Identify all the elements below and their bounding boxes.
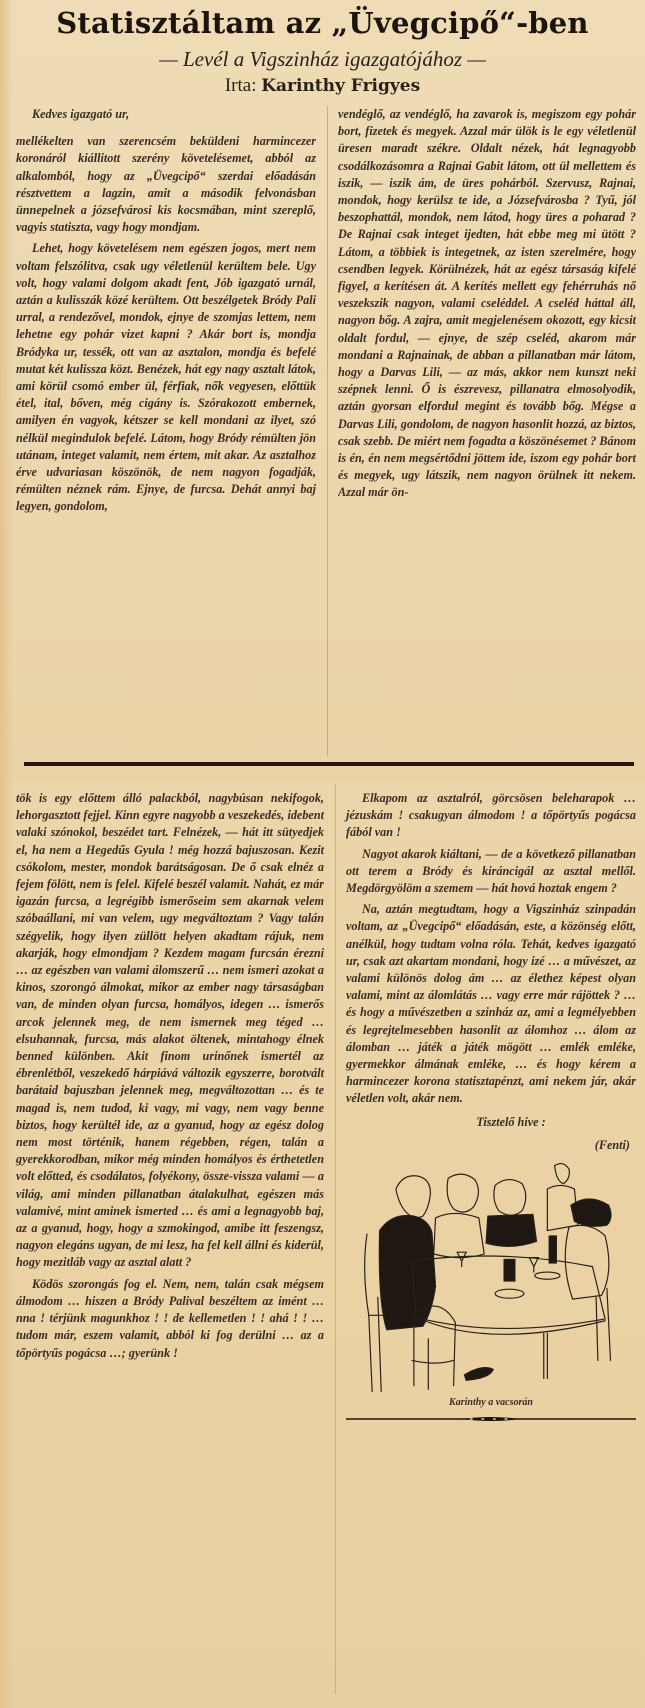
figure-second-body bbox=[434, 1213, 485, 1257]
page-edge-shadow bbox=[0, 0, 14, 1708]
table-leg bbox=[544, 1333, 548, 1378]
column-bottom-right bbox=[346, 790, 636, 1423]
author-name: Karinthy Frigyes bbox=[261, 76, 421, 96]
restaurant-table-sketch-icon bbox=[346, 1162, 636, 1392]
bottle bbox=[504, 1259, 515, 1281]
figure-third-coat bbox=[486, 1214, 537, 1246]
paragraph: Nagyot akarok kiáltani, — de a következő pillanatban ott terem a Bródy és kiráncigál az asztal mellől. Megdörgyölöm a szemem — hát hová hoztak engem ? bbox=[346, 846, 636, 896]
column-divider bbox=[335, 784, 336, 1694]
article-title: Statisztáltam az „Üvegcipő“-ben bbox=[56, 6, 589, 40]
figure-left-coat bbox=[379, 1216, 435, 1330]
signature: (Fenti) bbox=[594, 1137, 630, 1152]
paragraph: mellékelten van szerencsém beküldeni harmincezer koronáról kiállitott szerény követelésemet, abból az alkalomból, hogy az „Üvegcipő“ szerdai előadásán résztvettem a lagzin, amit a második felvonásban ünnepelnek a józsefvárosi kis kocsmában, mint szereplő, vagyis statiszta, vagy hogy mondjam. bbox=[16, 134, 316, 235]
article-subtitle: — Levél a Vigszinház igazgatójához — bbox=[159, 47, 486, 71]
shoe bbox=[464, 1368, 493, 1381]
letter-closing bbox=[346, 1114, 636, 1154]
plate bbox=[495, 1289, 524, 1298]
figure-right-hair bbox=[571, 1199, 611, 1226]
bottle bbox=[549, 1236, 556, 1263]
column-bottom-left bbox=[16, 790, 324, 1366]
chair-right bbox=[596, 1288, 610, 1360]
figure-second-head bbox=[447, 1174, 478, 1212]
column-top-left bbox=[16, 106, 316, 756]
article-byline bbox=[0, 74, 645, 98]
paragraph: vendéglő, az vendéglő, ha zavarok is, megiszom egy pohár bort, fizetek és megyek. Azzal már ülök is le egy véletlenül üresen maradt székre. Oldalt nézek, hát legnagyobb csodálkozásomra a Rajnai Gabit látom, ott ül mellettem és iszik, — iszik ám, de üres pohárból. Szervusz, Rajnai, mondok, hogy kerülsz te ide, a Józsefvárosba ? Tyű, jól beszophattál, mondok, nem látod, hogy üres a poharad ? De Rajnai csak integet ijedten, hát ebbe meg mi ütött ? Látom, a többiek is integetnek, az isten szerelmére, hogy csendben legyek. Körülnézek, hát az egész társaság kifelé figyel, a kerítésen át. A kerítés mellett egy fehérruhás nő veszekszik nagyon, valami cseléddel. A cseléd háttal áll, nagyon bőg. A zajra, amit megjelenésem okozott, egy kicsit oldalt fordul, — ejnye, de szép cseléd, akarom már mondani a Rajnainak, de abban a pillanatban már látom, hogy a Darvas Lili, — az más, akkor nem kunszt neki szépnek lenni. Ő is észrevesz, pillanatra elmosolyodik, aztán gyorsan elfordul megint és tovább bőg. Mégse a Darvas Lili, gondolom, de nagyon hasonlit hozzá, az biztos, csak szebb. De miért nem fogadta a köszönésemet ? Bánom is én, én nem megsértődni jöttem ide, iszom egy pohár bort és megyek, ugy látszik, nem nagyon örülnek itt nekem. Azzal már ön- bbox=[338, 107, 636, 500]
closing-salutation: Tisztelő hive : bbox=[476, 1114, 546, 1129]
greeting: Kedves igazgató ur, bbox=[32, 107, 130, 121]
glass bbox=[457, 1252, 466, 1266]
column-divider bbox=[327, 106, 328, 756]
illustration-caption: Karinthy a vacsorán bbox=[449, 1397, 533, 1409]
column-top-right bbox=[338, 106, 636, 756]
paragraph: Elkapom az asztalról, görcsösen beleharapok … jézuskám ! csakugyan álmodom ! a tőpörtyűs pogácsa fából van ! bbox=[346, 791, 636, 840]
paragraph: Na, aztán megtudtam, hogy a Vigszinház szinpadán voltam, az „Üvegcipő“ előadásán, este, a közönség előtt, anélkül, hogy tudtam volna róla. Tehát, kedves igazgató ur, csak azt akartam mondani, hogy izé … a művészet, az valami különös dolog ám … az élethez képest olyan valami, mint az álomlátás … vagy erre már rájöttek ? … és hogy a művészetben a szinház az, ami a legmélyebben és legrejtelmesebben hasonlit az álomhoz … álom az álomban … játék a játék mögött … emlék emléke, gyermekkor álmának emléke, … és hogy kérem a harmincezer korona statisztapénzt, ami nekem jár, akár véletlen volt, akár nem. bbox=[346, 902, 636, 1106]
plate bbox=[535, 1272, 560, 1279]
section-rule bbox=[24, 762, 634, 766]
figure-left-head bbox=[396, 1176, 431, 1218]
figure-standing-woman bbox=[547, 1164, 578, 1231]
paragraph: tök is egy előttem álló palackból, nagybúsan nekifogok, lehorgasztott fejjel. Kinn egyre nagyobb a veszekedés, idebent valaki szónokol, beszédet tart. Felnézek, — hát itt sütyedjek el, ha nem a Hegedűs Gyula ! még hozzá bajuszosan. Kezit csókolom, mester, mondok barátságosan. De ő csak elnéz a fejem fölött, nem is felel. Kifelé beszél valamit. Nahát, ez már igazán furcsa, a legrégibb ismerőseim sem akarnak velem szóbaállani, mi van velem, ugy megváltoztam ? Vagy talán szégyelik, hogy ilyen züllött helyen akadtam rájuk, nem akarják, hogy elmondjam ? Kezdem magam furcsán érezni … az egészben van valami álomszerű … nem ismeri azokat a kinos, szorongó álmokat, mikor az ember nagy társaságban van, de minden olyan furcsa, homályos, idegen … ismerős arcok jelennek meg, de nem ismernek meg téged … elsuhannak, furcsa, más alakot öltenek, mintahogy élnek benned különben. Akit finom urinőnek ismertél az ébrenlétből, veszekedő hárpiává változik egyszerre, borotvált barátaid bajuszban jelennek meg, megváltozottan … és te magad is, nem tudod, ki vagy, mi vagy, nem vagy benne biztos, hogy kerültél ide, az a gyanud, hogy az egész dolog nem most történik, hanem régebben, régen, talán a gyerekkorodban, mikor még minden homályos és érthetetlen volt előtted, és csodálatos, folyékony, össze-vissza valami — a világ, ami minden pillanatban átalakulhat, egészen más valamivé, mint aminek ismerted … és ami a legnagyobb baj, az a gyanud, hogy, hogy a szmokingod, amibe itt feszengsz, nagyon elegáns ugyan, de mi lesz, ha fel kell állni és kiderül, hogy mezitláb vagy az asztal alatt ? bbox=[16, 791, 324, 1270]
glass bbox=[529, 1258, 538, 1272]
figure-third-head bbox=[494, 1180, 526, 1216]
byline-prefix: Irta: bbox=[224, 75, 257, 96]
paragraph: Ködös szorongás fog el. Nem, nem, talán csak mégsem álmodom … hiszen a Bródy Palival beszéltem az imént … nna ! térjünk magunkhoz ! ! de kellemetlen ! ! ahá ! ! … tudom már, eszem valamit, abból ki fog derülni … az a tőpörtyűs pogácsa …; gyerünk ! bbox=[16, 1276, 324, 1360]
ornamental-rule bbox=[346, 1415, 636, 1423]
table-cloth-edge bbox=[416, 1317, 605, 1334]
paragraph: Lehet, hogy követelésem nem egészen jogos, mert nem voltam felszólitva, csak ugy véletlenül kerültem bele. Ugy volt, hogy valami dolgom akadt fent, Jób igazgató urnál, aztán a kulisszák közé kerültem. Ott beszélgetek Bródy Pali urral, a rendezővel, mondok, ejnye de szomjas lettem, nem lehetne egy pohár vizet kapni ? Akár bort is, mondja Bródyka ur, tessék, ott van az asztalon, mondja és befelé mutat két kulissza közt. Benézek, hát egy nagy asztalt látok, ami körül csomó ember ül, férfiak, nők vegyesen, előttük étel, ital, bőven, még cigány is. Szórakozott embernek, amilyen én vagyok, kétszer se kell mondani az ilyet, szó nélkül megindulok befelé. Látom, hogy Bródy rémülten jön utánam, integet valamit, nem értem, mit akar. Az asztalhoz érve udvariasan köszönök, de nem nagyon fogadják, rémülten néznek rám. Ejnye, de furcsa. Dehát annyi baj legyen, gondolom, bbox=[16, 241, 316, 514]
figure-right-body bbox=[565, 1226, 609, 1300]
